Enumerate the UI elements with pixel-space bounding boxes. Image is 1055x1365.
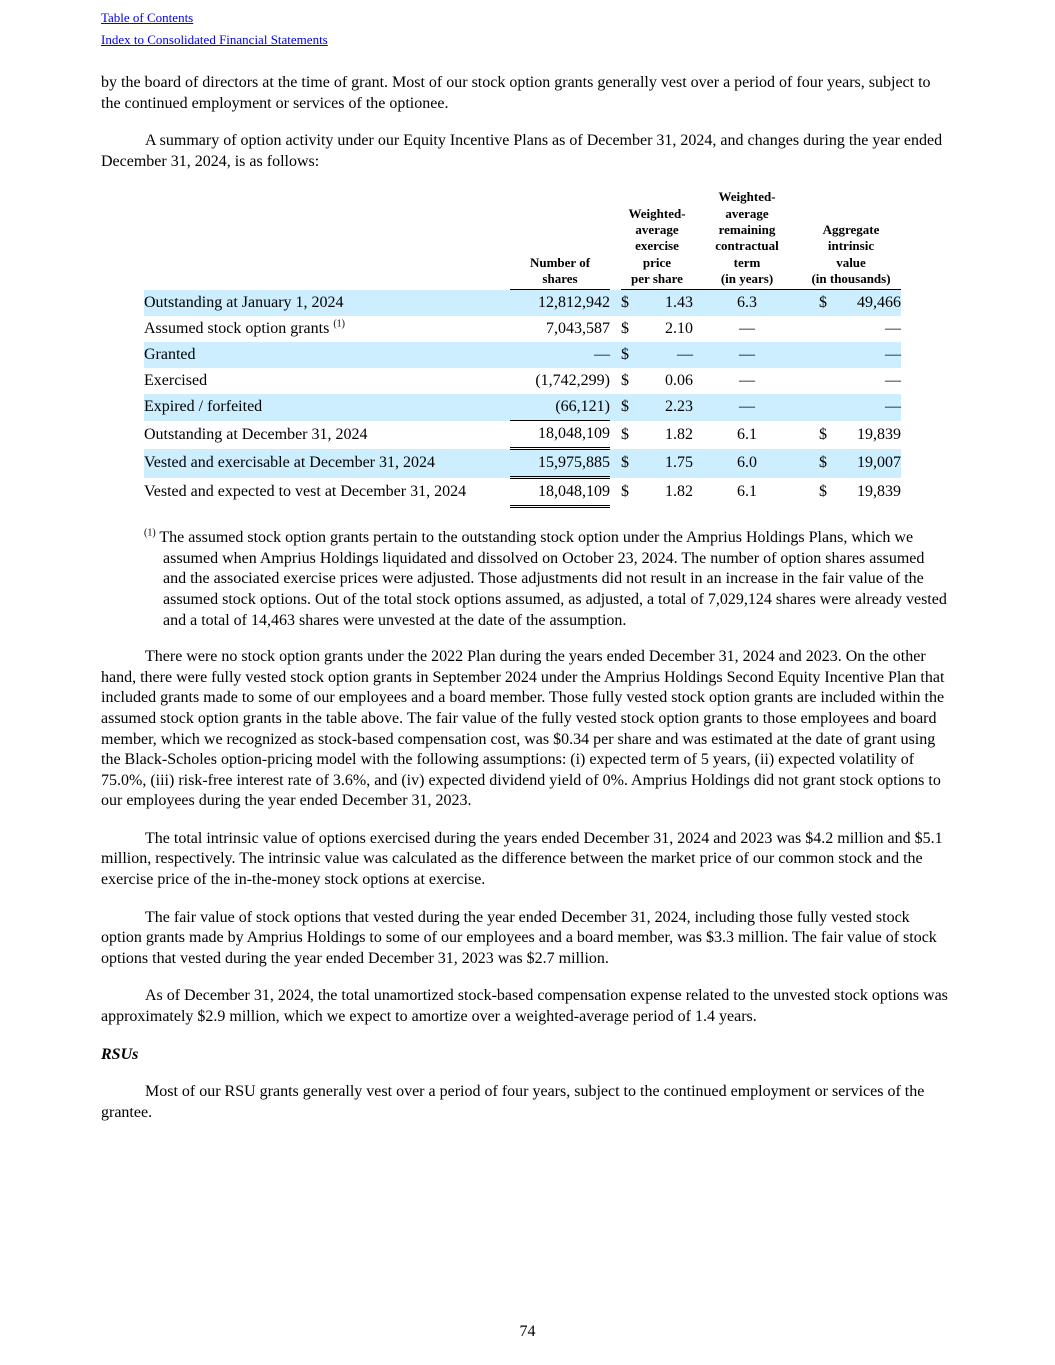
cell-dollar-sign: $	[621, 425, 629, 443]
row-label-text: Outstanding at December 31, 2024	[144, 425, 368, 443]
cell-spacer	[610, 290, 621, 317]
table-row	[144, 368, 901, 394]
cell-spacer	[610, 342, 621, 368]
option-activity-table	[144, 189, 901, 508]
row-label	[144, 368, 510, 394]
cell-spacer	[610, 316, 621, 342]
footnote-text: The assumed stock option grants pertain to the outstanding stock option under the Amprius Holdings Plans, which we assumed when Amprius Holdings liquidated and dissolved on October 23, 2024. The number of option shares assumed and the associated exercise prices were adjusted. Those adjustments did not result in an increase in the fair value of the assumed stock options. Out of the total stock options assumed, as adjusted, a total of 7,029,124 shares were already vested and a total of 14,463 shares were unvested at the date of the assumption.	[159, 529, 947, 629]
paragraph-intro: by the board of directors at the time of grant. Most of our stock option grants generally vest over a period of four years, subject to the continued employment or services of the optionee.	[101, 74, 931, 112]
cell-intrinsic-value: 19,839	[857, 483, 901, 501]
row-label-text: Vested and expected to vest at December 31, 2024	[144, 483, 467, 501]
cell-number-of-shares: (66,121)	[510, 394, 610, 421]
table-header-row	[144, 189, 901, 289]
cell-exercise-price: 1.82	[665, 483, 693, 501]
cell-spacer	[610, 421, 621, 449]
paragraph-no-grants: There were no stock option grants under the 2022 Plan during the years ended December 31, 2024 and 2023. On the other hand, there were fully vested stock option grants in September 2024 under the Amprius Holdings Second Equity Incentive Plan that included grants made to some of our employees and a board member. Those fully vested stock option grants are included within the assumed stock option grants in the table above. The fair value of the fully vested stock option grants to those employees and board member, which we recognized as stock-based compensation cost, was $0.34 per share and was estimated at the date of grant using the Black-Scholes option-pricing model with the following assumptions: (i) expected term of 5 years, (ii) expected volatility of 75.0%, (iii) risk-free interest rate of 3.6%, and (iv) expected dividend yield of 0%. Amprius Holdings did not grant stock options to our employees during the year ended December 31, 2023.	[101, 648, 945, 810]
header-number-of-shares: Number of shares	[510, 189, 610, 289]
cell-intrinsic-value: 19,007	[827, 449, 901, 478]
cell-dollar-sign: $	[801, 290, 827, 317]
cell-spacer	[610, 449, 621, 478]
row-label	[144, 316, 510, 342]
table-row	[144, 449, 901, 478]
row-label-text: Granted	[144, 346, 196, 364]
cell-dollar-sign: $	[621, 320, 629, 338]
cell-contractual-term: 6.1	[737, 425, 757, 443]
cell-exercise-price: 1.82	[665, 425, 693, 443]
cell-spacer	[610, 394, 621, 421]
row-label-text: Expired / forfeited	[144, 398, 263, 416]
cell-contractual-term: 6.0	[693, 449, 801, 478]
cell-exercise-price: —	[637, 342, 693, 368]
row-label	[144, 478, 510, 507]
cell-contractual-term: —	[739, 320, 755, 338]
cell-intrinsic-value: —	[885, 320, 901, 338]
cell-intrinsic-value: —	[827, 342, 901, 368]
cell-intrinsic-value: 19,839	[857, 425, 901, 443]
row-label-text: Exercised	[144, 372, 208, 390]
index-financial-statements-link[interactable]: Index to Consolidated Financial Statements	[101, 32, 328, 47]
row-label	[144, 421, 510, 449]
cell-contractual-term: 6.3	[693, 290, 801, 317]
cell-exercise-price: 2.10	[665, 320, 693, 338]
cell-number-of-shares: 15,975,885	[510, 449, 610, 478]
footnote-marker: (1)	[144, 527, 156, 539]
row-label	[144, 342, 510, 368]
cell-dollar-sign	[801, 368, 827, 394]
rsus-heading: RSUs	[101, 1045, 139, 1063]
cell-contractual-term: —	[693, 394, 801, 421]
cell-intrinsic-value: 49,466	[827, 290, 901, 317]
header-contractual-term: Weighted- average remaining contractual term (in years)	[693, 189, 801, 289]
row-label-text: Vested and exercisable at December 31, 2024	[144, 454, 435, 472]
cell-exercise-price: 1.75	[637, 449, 693, 478]
table-row	[144, 394, 901, 421]
cell-dollar-sign: $	[621, 372, 629, 390]
cell-dollar-sign	[801, 316, 827, 342]
document-body	[101, 73, 951, 1123]
row-label-text: Outstanding at January 1, 2024	[144, 293, 344, 311]
cell-number-of-shares: 18,048,109	[510, 421, 610, 449]
table-row	[144, 316, 901, 342]
paragraph-unamortized-expense: As of December 31, 2024, the total unamortized stock-based compensation expense related to the unvested stock options was approximately $2.9 million, which we expect to amortize over a weighted-average period of 1.4 years.	[101, 987, 948, 1026]
cell-number-of-shares: —	[510, 342, 610, 368]
cell-dollar-sign: $	[621, 449, 637, 478]
cell-dollar-sign: $	[801, 449, 827, 478]
cell-dollar-sign: $	[621, 483, 629, 501]
cell-exercise-price: 0.06	[665, 372, 693, 390]
row-label-text: Assumed stock option grants	[144, 320, 330, 338]
row-label	[144, 290, 510, 317]
header-intrinsic-value: Aggregate intrinsic value (in thousands)	[801, 189, 901, 289]
cell-number-of-shares: 12,812,942	[510, 290, 610, 317]
cell-dollar-sign	[801, 394, 827, 421]
cell-intrinsic-value: —	[885, 372, 901, 390]
cell-dollar-sign: $	[621, 290, 637, 317]
cell-dollar-sign: $	[819, 425, 827, 443]
cell-intrinsic-value: —	[827, 394, 901, 421]
header-exercise-price: Weighted- average exercise price per share	[621, 189, 693, 289]
page-number: 74	[519, 1323, 536, 1340]
footnote	[144, 528, 951, 631]
paragraph-fair-value: The fair value of stock options that vested during the year ended December 31, 2024, including those fully vested stock option grants made by Amprius Holdings to some of our employees and a board member, was $3.3 million. The fair value of stock options that vested during the year ended December 31, 2023 was $2.7 million.	[101, 908, 937, 967]
paragraph-rsus: Most of our RSU grants generally vest over a period of four years, subject to the continued employment or services of the grantee.	[101, 1083, 925, 1121]
cell-dollar-sign: $	[819, 483, 827, 501]
table-of-contents-link[interactable]: Table of Contents	[101, 10, 194, 25]
footnote-reference: (1)	[333, 318, 345, 330]
cell-contractual-term: —	[693, 342, 801, 368]
cell-dollar-sign	[801, 342, 827, 368]
row-label	[144, 394, 510, 421]
cell-spacer	[610, 478, 621, 507]
cell-contractual-term: —	[739, 372, 755, 390]
cell-number-of-shares: 7,043,587	[546, 320, 610, 338]
table-row	[144, 290, 901, 317]
paragraph-summary: A summary of option activity under our Equity Incentive Plans as of December 31, 2024, and changes during the year ended December 31, 2024, is as follows:	[101, 132, 943, 170]
row-label	[144, 449, 510, 478]
cell-contractual-term: 6.1	[737, 483, 757, 501]
cell-dollar-sign: $	[621, 342, 637, 368]
table-row	[144, 478, 901, 507]
table-row	[144, 421, 901, 449]
cell-exercise-price: 1.43	[637, 290, 693, 317]
cell-exercise-price: 2.23	[637, 394, 693, 421]
cell-spacer	[610, 368, 621, 394]
cell-number-of-shares: (1,742,299)	[535, 372, 610, 390]
table-row	[144, 342, 901, 368]
cell-number-of-shares: 18,048,109	[510, 478, 610, 507]
paragraph-intrinsic-value: The total intrinsic value of options exercised during the years ended December 31, 2024 and 2023 was $4.2 million and $5.1 million, respectively. The intrinsic value was calculated as the difference between the market price of our common stock and the exercise price of the in-the-money stock options at exercise.	[101, 829, 943, 889]
cell-dollar-sign: $	[621, 394, 637, 421]
